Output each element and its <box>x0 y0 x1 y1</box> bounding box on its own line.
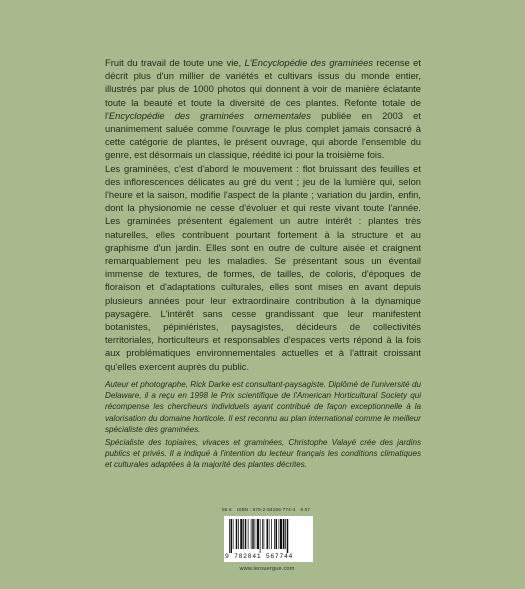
barcode-bar <box>262 519 263 549</box>
isbn-text: ISBN : 978-2-84156-774-4 <box>236 508 296 513</box>
barcode-bar <box>264 519 265 549</box>
adapter-bio-text: Spécialiste des topiaires, vivaces et graminées, Christophe Valayé crée des jardins publics et privés. Il a indiqué à l'intention du lecteur français les conditions climatiques et culturales adaptées à la majorité des plantes décrites. <box>105 438 421 470</box>
barcode-bar <box>285 519 286 549</box>
barcode-bar <box>280 519 282 549</box>
barcode-bar <box>251 519 252 549</box>
barcode-bar <box>267 519 269 549</box>
barcode-digits: 9 782841 567744 <box>225 553 294 560</box>
previous-book-title: Encyclopédie des graminées ornementales <box>108 109 311 121</box>
edition-code: 9.07 <box>300 508 311 513</box>
barcode-bars <box>229 519 309 553</box>
barcode-bar <box>236 519 238 549</box>
book-title: L'Encyclopédie des graminées <box>244 57 373 68</box>
p1-text-a: Fruit du travail de toute une vie, <box>105 57 245 68</box>
author-bio <box>105 379 421 435</box>
barcode-bar <box>229 519 230 553</box>
barcode-bar <box>245 519 247 549</box>
description-text <box>105 56 421 373</box>
p1-text-b: recense et décrit plus d'un millier de variétés et cultivars issus du monde entier, illustrés par plus de 1000 photos qui donnent à voir de manière éclatante toute la beauté et toute la diversité de ces plantes. Refonte totale de l' <box>105 57 421 121</box>
barcode-bar <box>238 519 239 549</box>
description-paragraph-2: Les graminées, c'est d'abord le mouvement : flot bruissant des feuilles et des inflorescences délicates au gré du vent ; jeu de la lumière qui, selon l'heure et la saison, modifie l'aspect de la plante ; variation du jardin, enfin, dont la physionomie ne cesse d'évoluer et qui reste vivant toute l'année. Les graminées présentent également un autre intérêt : plantes très naturelles, elles contribuent pourtant fortement à la structure et au graphisme d'un jardin. Elles sont en outre de culture aisée et craignent remarquablement peu les maladies. Se présentant sous un éventail immense de textures, de formes, de tailles, de coloris, d'époques de floraison et d'adaptations culturales, elles sont mises en avant depuis plusieurs années pour leur extraordinaire contribution à la dynamique paysagère. L'intérêt sans cesse grandissant que leur manifestent botanistes, pépiniéristes, paysagistes, décideurs de collectivités territoriales, horticulteurs et responsables d'espaces verts répond à la fois aux problématiques environnementales actuelles et à l'attrait croissant qu'elles exercent auprès du public. <box>105 162 421 372</box>
barcode-bar <box>260 519 261 553</box>
barcode-bar <box>243 519 244 549</box>
price-isbn-line <box>222 508 334 514</box>
barcode-bar <box>248 519 249 549</box>
barcode-bar <box>287 519 289 553</box>
barcode-bar <box>252 519 254 549</box>
barcode-bar <box>279 519 280 549</box>
barcode-bar <box>231 519 233 553</box>
p1-text-c: publiée en 2003 et unanimement saluée comme l'ouvrage le plus complet jamais consacré à cette catégorie de plantes, le présent ouvrage, qui aborde l'ensemble du genre, est désormais un classique, réédité ici pour la troisième fois. <box>105 109 421 161</box>
barcode-block <box>222 508 334 562</box>
barcode-bar <box>276 519 278 549</box>
adapter-bio <box>105 437 421 471</box>
barcode-bar <box>274 519 275 549</box>
barcode-bar <box>233 519 234 549</box>
barcode <box>224 516 313 562</box>
barcode-bar <box>257 519 259 549</box>
publisher-website: www.lerouergue.com <box>239 566 295 572</box>
barcode-bar <box>269 519 270 549</box>
barcode-bar <box>240 519 242 549</box>
barcode-bar <box>255 519 256 549</box>
author-bio-text: Auteur et photographe, Rick Darke est consultant-paysagiste. Diplômé de l'université du Delaware, il a reçu en 1998 le Prix scientifique de l'American Horticultural Society qui récompense les chercheurs individuels ayant contribué de façon exceptionnelle à la valorisation du domaine horticole. Il est reconnu au plan international comme le meilleur spécialiste des graminées. <box>105 380 421 434</box>
price-code: 56 € <box>222 508 232 513</box>
barcode-bar <box>283 519 285 549</box>
barcode-bar <box>271 519 272 549</box>
description-paragraph-1 <box>105 56 421 162</box>
